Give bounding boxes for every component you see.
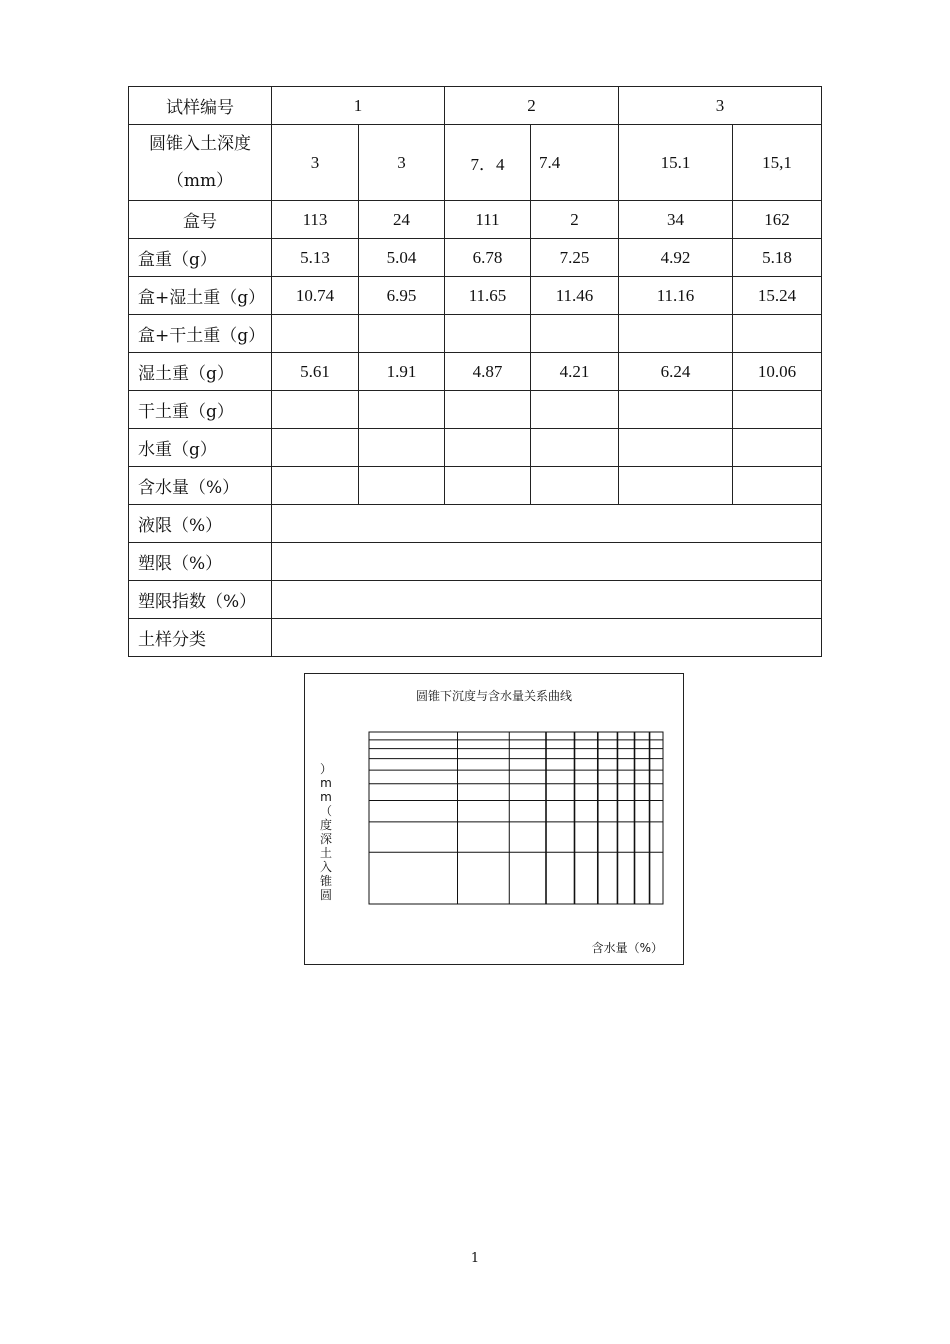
wet-soil-cell: 10.06 xyxy=(733,353,822,391)
row-label-box-wet: 盒+湿土重（g） xyxy=(129,277,272,315)
wet-soil-cell: 1.91 xyxy=(359,353,445,391)
moisture-cell xyxy=(531,467,619,505)
table-row-box-weight xyxy=(129,239,822,277)
moisture-cell xyxy=(359,467,445,505)
water-cell xyxy=(359,429,445,467)
dry-soil-cell xyxy=(359,391,445,429)
plasticity-index-value xyxy=(272,581,822,619)
table-row-header xyxy=(129,87,822,125)
box-no-cell: 162 xyxy=(733,201,822,239)
y-label-char: m xyxy=(320,790,332,804)
row-label-classification: 土样分类 xyxy=(129,619,272,657)
box-weight-cell: 5.04 xyxy=(359,239,445,277)
depth-cell: 15,1 xyxy=(733,125,822,201)
moisture-cell xyxy=(733,467,822,505)
y-label-char: 土 xyxy=(319,846,332,860)
box-dry-cell xyxy=(531,315,619,353)
wet-soil-cell: 4.87 xyxy=(445,353,531,391)
box-no-cell: 34 xyxy=(619,201,733,239)
table-row-box-wet xyxy=(129,277,822,315)
table-row-dry-soil xyxy=(129,391,822,429)
box-no-cell: 24 xyxy=(359,201,445,239)
water-cell xyxy=(272,429,359,467)
y-label-char: 深 xyxy=(319,832,332,846)
table-row-liquid-limit xyxy=(129,505,822,543)
dry-soil-cell xyxy=(445,391,531,429)
box-dry-cell xyxy=(445,315,531,353)
table-row-wet-soil xyxy=(129,353,822,391)
dry-soil-cell xyxy=(733,391,822,429)
page-number: 1 xyxy=(470,1251,480,1266)
row-label-box-dry: 盒+干土重（g） xyxy=(129,315,272,353)
row-label-dry-soil: 干土重（g） xyxy=(129,391,272,429)
water-cell xyxy=(733,429,822,467)
table-row-plastic-limit xyxy=(129,543,822,581)
box-wet-cell: 11.65 xyxy=(445,277,531,315)
table-row-plasticity-index xyxy=(129,581,822,619)
row-label-moisture: 含水量（%） xyxy=(129,467,272,505)
cone-depth-label: 圆锥入土深度 xyxy=(149,133,251,154)
y-label-char: 锥 xyxy=(319,874,332,888)
row-label-cone-depth xyxy=(129,125,272,201)
wet-soil-cell: 6.24 xyxy=(619,353,733,391)
row-label-box-weight: 盒重（g） xyxy=(129,239,272,277)
row-label-sample-id: 试样编号 xyxy=(129,87,272,125)
box-weight-cell: 5.13 xyxy=(272,239,359,277)
box-wet-cell: 6.95 xyxy=(359,277,445,315)
box-dry-cell xyxy=(359,315,445,353)
water-cell xyxy=(531,429,619,467)
cone-depth-moisture-chart xyxy=(304,673,684,965)
moisture-cell xyxy=(445,467,531,505)
dry-soil-cell xyxy=(531,391,619,429)
box-wet-cell: 11.16 xyxy=(619,277,733,315)
box-no-cell: 111 xyxy=(445,201,531,239)
row-label-liquid-limit: 液限（%） xyxy=(129,505,272,543)
table-row-water xyxy=(129,429,822,467)
y-label-char: m xyxy=(320,776,332,790)
depth-cell: 7．4 xyxy=(445,125,531,201)
plastic-limit-value xyxy=(272,543,822,581)
wet-soil-cell: 5.61 xyxy=(272,353,359,391)
table-row-moisture xyxy=(129,467,822,505)
box-dry-cell xyxy=(272,315,359,353)
classification-value xyxy=(272,619,822,657)
sample-1-header: 1 xyxy=(272,87,445,125)
row-label-water: 水重（g） xyxy=(129,429,272,467)
row-label-plasticity-index: 塑限指数（%） xyxy=(129,581,272,619)
chart-title: 圆锥下沉度与含水量关系曲线 xyxy=(415,689,572,703)
dry-soil-cell xyxy=(619,391,733,429)
table-row-box-no xyxy=(129,201,822,239)
cone-depth-unit: （mm） xyxy=(166,170,234,191)
moisture-cell xyxy=(272,467,359,505)
wet-soil-cell: 4.21 xyxy=(531,353,619,391)
y-label-char: 入 xyxy=(319,860,332,874)
y-label-char: 度 xyxy=(319,818,332,832)
water-cell xyxy=(619,429,733,467)
box-no-cell: 113 xyxy=(272,201,359,239)
chart-y-axis-label xyxy=(317,762,335,902)
chart-log-grid xyxy=(367,730,667,908)
test-data-table xyxy=(128,86,822,657)
box-dry-cell xyxy=(733,315,822,353)
y-label-char: 圆 xyxy=(319,888,332,902)
box-weight-cell: 6.78 xyxy=(445,239,531,277)
liquid-limit-value xyxy=(272,505,822,543)
box-wet-cell: 15.24 xyxy=(733,277,822,315)
dry-soil-cell xyxy=(272,391,359,429)
row-label-box-no: 盒号 xyxy=(129,201,272,239)
sample-3-header: 3 xyxy=(619,87,822,125)
depth-cell: 3 xyxy=(272,125,359,201)
depth-cell: 7.4 xyxy=(531,125,619,201)
depth-cell: 3 xyxy=(359,125,445,201)
chart-plot-frame xyxy=(369,732,663,904)
y-label-char: ） xyxy=(319,762,332,776)
row-label-plastic-limit: 塑限（%） xyxy=(129,543,272,581)
box-wet-cell: 10.74 xyxy=(272,277,359,315)
table-row-depth xyxy=(129,125,822,201)
table-row-box-dry xyxy=(129,315,822,353)
chart-x-axis-label: 含水量（%） xyxy=(591,941,663,955)
box-no-cell: 2 xyxy=(531,201,619,239)
water-cell xyxy=(445,429,531,467)
box-weight-cell: 7.25 xyxy=(531,239,619,277)
moisture-cell xyxy=(619,467,733,505)
box-weight-cell: 5.18 xyxy=(733,239,822,277)
y-label-char: （ xyxy=(319,804,332,818)
depth-cell: 15.1 xyxy=(619,125,733,201)
box-weight-cell: 4.92 xyxy=(619,239,733,277)
box-dry-cell xyxy=(619,315,733,353)
sample-2-header: 2 xyxy=(445,87,619,125)
row-label-wet-soil: 湿土重（g） xyxy=(129,353,272,391)
box-wet-cell: 11.46 xyxy=(531,277,619,315)
table-row-classification xyxy=(129,619,822,657)
